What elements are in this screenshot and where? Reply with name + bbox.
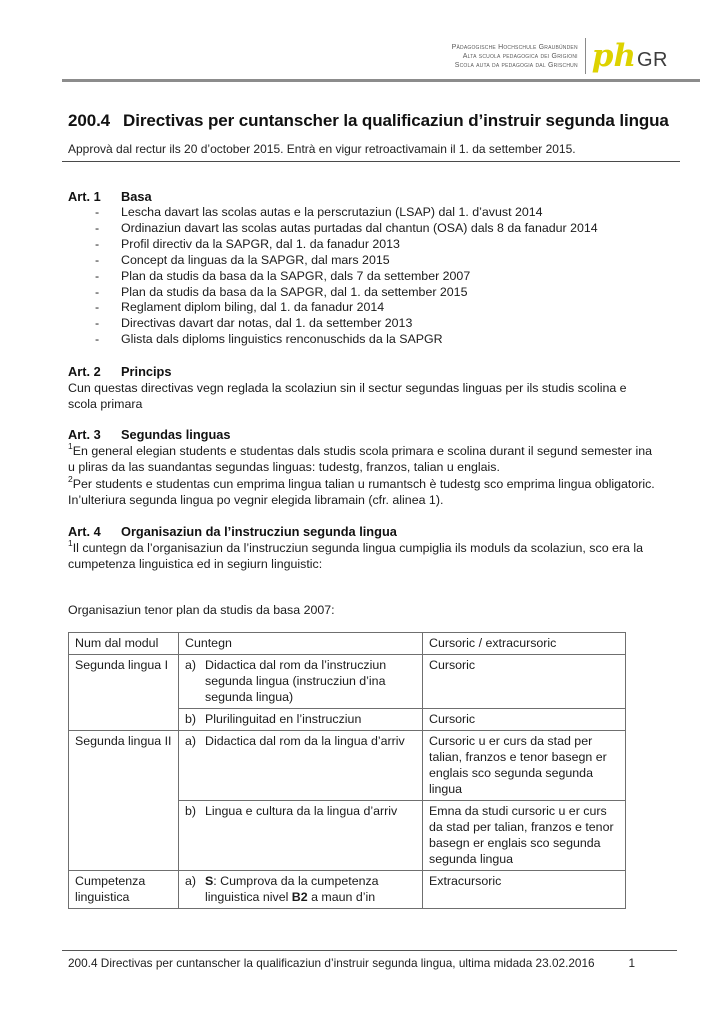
article-2-number: Art. 2 [68,364,101,380]
page-footer [62,950,677,970]
list-item-text: Glista dals diploms linguistics renconuschids da la SAPGR [121,332,443,347]
list-item-text: Reglament diplom biling, dal 1. da fanadur 2014 [121,300,385,315]
cuntegn-cell [179,871,423,909]
column-header-cuntegn: Cuntegn [179,633,423,655]
article-2-body: Cun questas directivas vegn reglada la scolaziun sin il sectur segundas linguas per ils studis scolina e scola primara [68,381,627,412]
phgr-logo [452,38,668,74]
article-1-heading [68,189,658,204]
cuntegn-cell [179,731,423,801]
table-row [69,871,626,909]
list-item-text: Profil directiv da la SAPGR, dal 1. da fanadur 2013 [121,236,400,251]
dash-bullet: - [95,284,100,299]
article-3 [68,427,658,508]
page-number: 1 [628,956,635,970]
footnote-sup: 1 [68,538,73,549]
list-item-text: Ordinaziun davart las scolas autas purtadas dal chantun (OSA) dals 8 da fanadur 2014 [121,220,598,235]
article-1 [68,189,658,348]
list-item [95,332,658,348]
item-text: Didactica dal rom da la lingua d’arriv [205,734,405,749]
list-item-text: Plan da studis da basa da la SAPGR, dals 7 da settember 2007 [121,268,471,283]
dash-bullet: - [95,332,100,347]
list-item-text: Plan da studis da basa da la SAPGR, dal 1. da settember 2015 [121,284,468,299]
dash-bullet: - [95,236,100,251]
item-text: Plurilinguitad en l’instrucziun [205,712,362,727]
logo-line-german: Pädagogische Hochschule Graubünden [451,43,578,51]
moduls-table [68,632,626,909]
paragraph-text: Il cuntegn da l’organisaziun da l’instrucziun segunda lingua cumpiglia ils moduls da scolaziun, sco era la cumpetenza linguistica ed in segiurn linguistic: [68,541,644,572]
bold-b2: B2 [291,890,308,905]
cuntegn-cell [179,709,423,731]
basa-list [68,205,658,348]
document-number: 200.4 [68,111,111,130]
bold-s: S [205,874,214,889]
item-label: b) [185,804,197,819]
rich-text: a maun d’in [307,890,376,905]
header-rule [62,79,700,82]
rich-text: : Cumprova da la cumpetenza linguistica nivel [205,874,379,905]
list-item-text: Lescha davart las scolas autas e la perscrutaziun (LSAP) dal 1. d’avust 2014 [121,205,543,219]
article-4-title: Organisaziun da l’instrucziun segunda lingua [121,524,397,540]
document-content [0,111,725,909]
list-item [95,221,658,237]
list-item [95,253,658,269]
paragraph-text: Per students e studentas cun emprima lingua talian u rumantsch è tudestg sco emprima lingua obligatoric. In’ulteriura segunda lingua po vegnir elegida libramain (cfr. alinea 1). [68,477,655,508]
approval-line: Approvà dal rectur ils 20 d’october 2015. Entrà en vigur retroactivamain il 1. da settember 2015. [68,142,576,156]
article-2-title: Princips [121,364,172,380]
list-item [95,269,658,285]
module-cell: Segunda lingua II [69,731,179,871]
dash-bullet: - [95,220,100,235]
item-text: Lingua e cultura da la lingua d’arriv [205,804,398,819]
cursoric-cell: Extracursoric [423,871,626,909]
article-3-paragraph-2 [68,476,658,508]
list-item-text: Directivas davart dar notas, dal 1. da settember 2013 [121,316,413,331]
table-row [69,655,626,709]
footnote-sup: 1 [68,441,73,452]
item-label: b) [185,712,197,727]
phgr-logo-mark [586,37,668,74]
article-2-heading [68,364,658,379]
table-row [69,731,626,801]
item-label: a) [185,658,197,673]
article-3-heading [68,427,658,442]
list-item [95,285,658,301]
column-header-modul: Num dal modul [69,633,179,655]
dash-bullet: - [95,252,100,267]
dash-bullet: - [95,268,100,283]
document-title-text: Directivas per cuntanscher la qualificaziun d’instruir segunda lingua [123,111,669,130]
title-divider-rule [62,161,680,162]
table-header-row [69,633,626,655]
logo-ph-glyph: ph [591,37,636,74]
article-4-number: Art. 4 [68,524,101,540]
article-3-paragraph-1 [68,443,658,475]
list-item [95,237,658,253]
dash-bullet: - [95,205,100,219]
module-cell: Segunda lingua I [69,655,179,731]
article-1-title: Basa [121,189,152,204]
article-4 [68,524,658,572]
cursoric-cell: Cursoric [423,709,626,731]
dash-bullet: - [95,300,100,315]
article-4-heading [68,524,658,539]
list-item [95,205,658,221]
list-item [95,316,658,332]
item-label: a) [185,874,197,889]
list-item-text: Concept da linguas da la SAPGR, dal mars 2015 [121,252,390,267]
logo-line-romansh: Scola auta da pedagogia dal Grischun [454,61,578,69]
footer-text: 200.4 Directivas per cuntanscher la qualificaziun d’instruir segunda lingua, ultima midada 23.02.2016 [68,956,595,970]
article-3-number: Art. 3 [68,427,101,443]
item-text: Didactica dal rom da l’instrucziun segunda lingua (instrucziun d’ina segunda lingua) [205,658,387,705]
cuntegn-cell [179,655,423,709]
page-header [0,0,725,82]
article-1-number: Art. 1 [68,189,101,204]
cursoric-cell: Cursoric u er curs da stad per talian, franzos e tenor basegn er englais sco segunda segunda lingua [423,731,626,801]
logo-gr-glyph: GR [637,48,668,71]
article-2 [68,364,658,412]
page-title [68,111,669,131]
paragraph-text: En general elegian students e studentas dals studis scola primara e scolina durant il segund semester ina u pliras da las suandantas segundas linguas: tudestg, franzos, talian u englais. [68,444,652,475]
footnote-sup: 2 [68,474,73,485]
cursoric-cell: Emna da studi cursoric u er curs da stad per talian, franzos e tenor basegn er englais sco segunda segunda lingua [423,801,626,871]
cuntegn-cell [179,801,423,871]
logo-line-italian: Alta scuola pedagogica dei Grigioni [462,52,578,60]
column-header-cursoric: Cursoric / extracursoric [423,633,626,655]
item-label: a) [185,734,197,749]
table-intro: Organisaziun tenor plan da studis da basa 2007: [68,603,335,618]
module-cell: Cumpetenza linguistica [69,871,179,909]
dash-bullet: - [95,316,100,331]
article-4-paragraph-1 [68,540,658,572]
list-item [95,300,658,316]
item-text [205,873,416,905]
logo-wordmark [452,43,585,70]
cursoric-cell: Cursoric [423,655,626,709]
article-3-title: Segundas linguas [121,427,231,443]
